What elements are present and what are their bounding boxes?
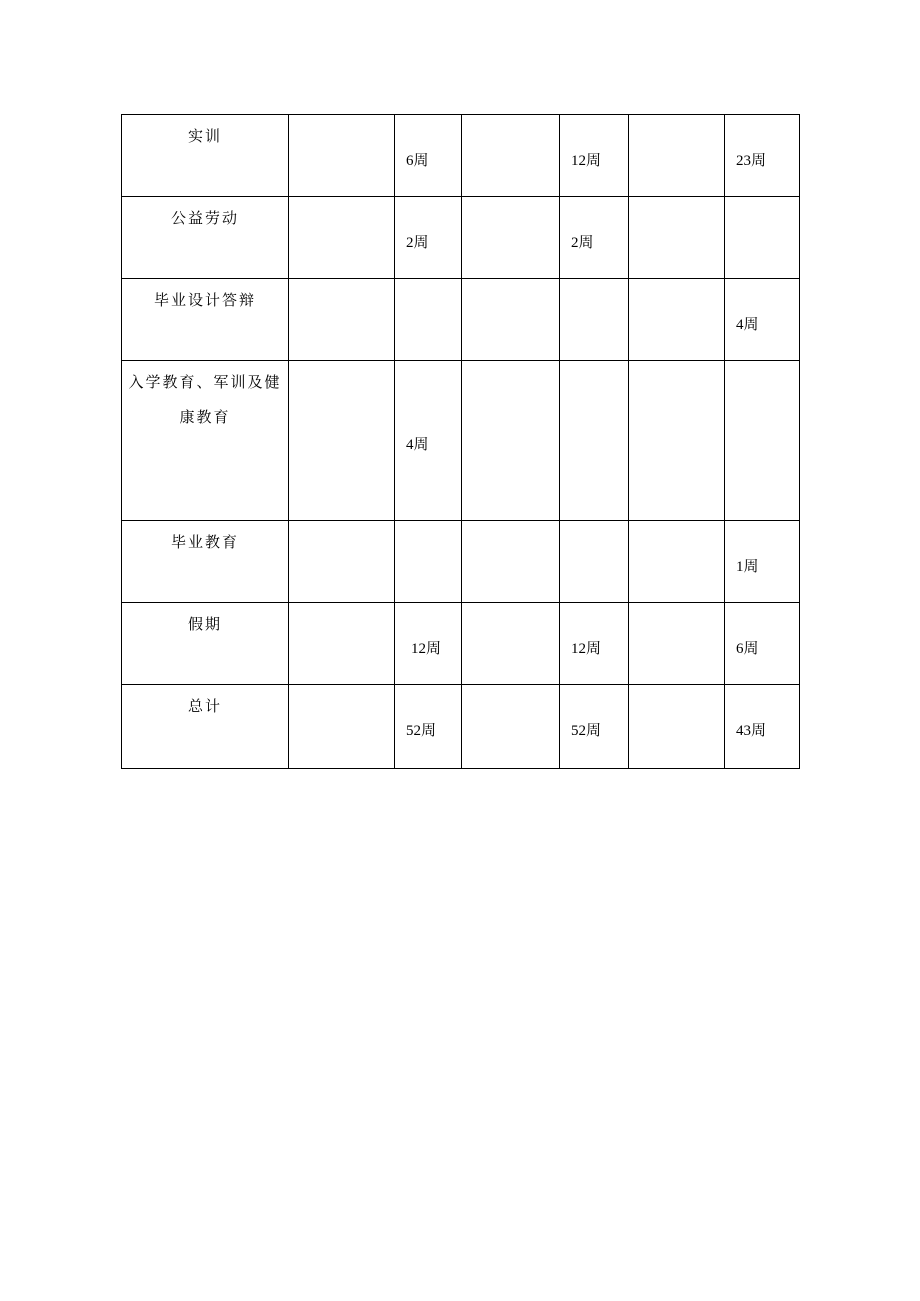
row-label: 入学教育、军训及健康教育 xyxy=(128,373,282,426)
year3-weeks: 23周 xyxy=(736,153,767,169)
value-cell xyxy=(560,115,629,197)
year1-weeks: 4周 xyxy=(406,437,429,453)
row-label-cell xyxy=(122,685,289,769)
table-row xyxy=(122,521,800,603)
empty-cell xyxy=(629,115,725,197)
value-cell xyxy=(560,521,629,603)
value-cell xyxy=(560,603,629,685)
empty-cell xyxy=(629,361,725,521)
row-label: 假期 xyxy=(187,615,222,633)
year1-weeks: 12周 xyxy=(411,641,442,657)
empty-cell xyxy=(462,521,560,603)
empty-cell xyxy=(462,279,560,361)
row-label-cell xyxy=(122,279,289,361)
table-row xyxy=(122,361,800,521)
empty-cell xyxy=(289,685,395,769)
empty-cell xyxy=(629,279,725,361)
value-cell xyxy=(725,197,800,279)
value-cell xyxy=(725,115,800,197)
year2-weeks: 52周 xyxy=(571,723,602,739)
schedule-table xyxy=(121,114,800,769)
row-label: 总计 xyxy=(187,697,222,715)
year1-weeks: 6周 xyxy=(406,153,429,169)
value-cell xyxy=(395,521,462,603)
row-label: 毕业设计答辩 xyxy=(153,291,256,309)
empty-cell xyxy=(462,685,560,769)
empty-cell xyxy=(462,603,560,685)
row-label-cell xyxy=(122,115,289,197)
row-label-cell xyxy=(122,197,289,279)
empty-cell xyxy=(629,521,725,603)
table-row xyxy=(122,603,800,685)
year2-weeks: 12周 xyxy=(571,641,602,657)
empty-cell xyxy=(289,361,395,521)
value-cell xyxy=(725,603,800,685)
table-row xyxy=(122,685,800,769)
row-label: 公益劳动 xyxy=(170,209,239,227)
empty-cell xyxy=(289,197,395,279)
year3-weeks: 4周 xyxy=(736,317,759,333)
empty-cell xyxy=(289,279,395,361)
empty-cell xyxy=(462,115,560,197)
value-cell xyxy=(395,685,462,769)
value-cell xyxy=(560,279,629,361)
table-row xyxy=(122,197,800,279)
row-label: 实训 xyxy=(187,127,222,145)
empty-cell xyxy=(629,603,725,685)
value-cell xyxy=(560,197,629,279)
year3-weeks: 43周 xyxy=(736,723,767,739)
year3-weeks: 1周 xyxy=(736,559,759,575)
value-cell xyxy=(560,685,629,769)
value-cell xyxy=(725,685,800,769)
row-label-cell xyxy=(122,521,289,603)
value-cell xyxy=(725,361,800,521)
year3-weeks: 6周 xyxy=(736,641,759,657)
row-label-cell xyxy=(122,603,289,685)
empty-cell xyxy=(629,197,725,279)
year1-weeks: 2周 xyxy=(406,235,429,251)
year2-weeks: 2周 xyxy=(571,235,594,251)
empty-cell xyxy=(289,603,395,685)
table-row xyxy=(122,115,800,197)
table-row xyxy=(122,279,800,361)
empty-cell xyxy=(289,115,395,197)
value-cell xyxy=(395,603,462,685)
row-label-cell xyxy=(122,361,289,521)
year2-weeks: 12周 xyxy=(571,153,602,169)
value-cell xyxy=(395,197,462,279)
value-cell xyxy=(725,521,800,603)
value-cell xyxy=(395,279,462,361)
value-cell xyxy=(395,361,462,521)
empty-cell xyxy=(289,521,395,603)
value-cell xyxy=(560,361,629,521)
row-label: 毕业教育 xyxy=(170,533,239,551)
empty-cell xyxy=(462,361,560,521)
empty-cell xyxy=(462,197,560,279)
year1-weeks: 52周 xyxy=(406,723,437,739)
value-cell xyxy=(725,279,800,361)
empty-cell xyxy=(629,685,725,769)
value-cell xyxy=(395,115,462,197)
